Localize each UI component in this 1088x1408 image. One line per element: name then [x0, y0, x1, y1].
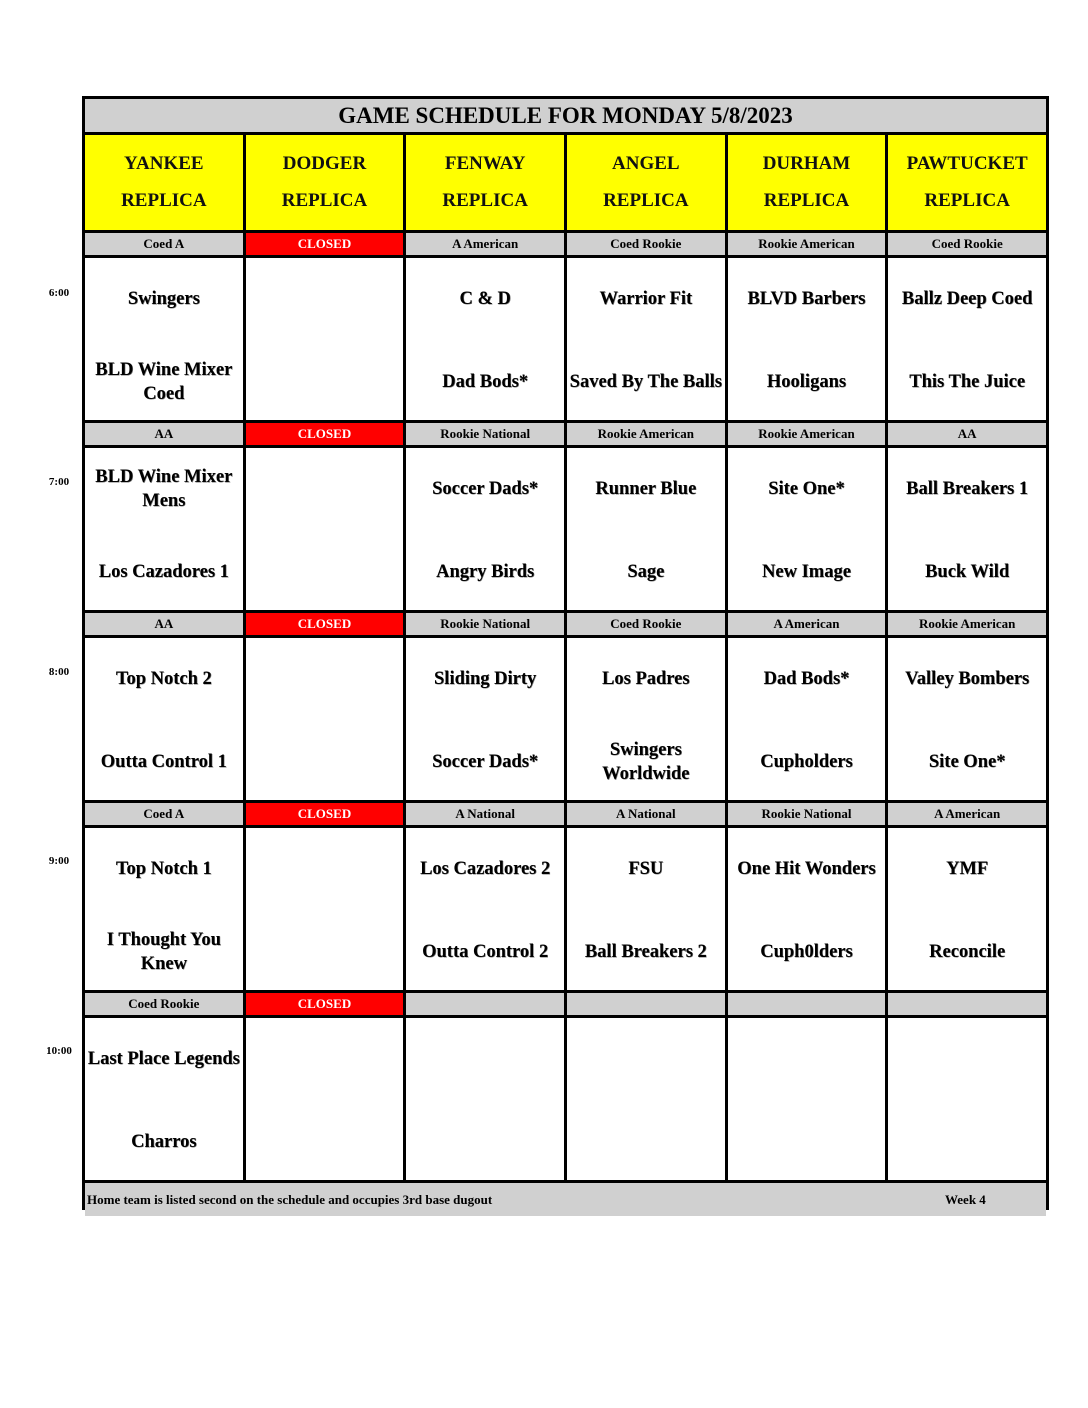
week-label: Week 4	[945, 1191, 986, 1207]
division-label: Rookie National	[728, 803, 886, 825]
home-team: Site One*	[928, 752, 1006, 772]
home-team: New Image	[762, 562, 851, 582]
game-cell	[406, 448, 564, 610]
game-cell	[567, 1018, 725, 1180]
division-label	[567, 993, 725, 1015]
away-team: Last Place Legends	[87, 1049, 240, 1069]
field-name: ANGEL	[612, 153, 680, 174]
field-name: DURHAM	[762, 153, 851, 174]
field-subtitle: REPLICA	[121, 190, 207, 211]
away-team: Dad Bods*	[763, 669, 850, 689]
game-cell	[85, 258, 243, 420]
away-team: BLD Wine Mixer Mens	[95, 467, 233, 511]
field-header	[567, 135, 725, 230]
away-team: One Hit Wonders	[737, 859, 876, 879]
time-column	[30, 0, 82, 1408]
field-name: FENWAY	[444, 153, 526, 174]
home-team: Saved By The Balls	[569, 372, 722, 392]
division-label	[406, 993, 564, 1015]
game-cell	[567, 258, 725, 420]
game-cell	[888, 638, 1046, 800]
field-header	[406, 135, 564, 230]
game-cell	[406, 638, 564, 800]
game-cell	[85, 448, 243, 610]
division-label: Coed Rookie	[85, 993, 243, 1015]
away-team: Swingers	[127, 289, 200, 309]
game-cell	[246, 448, 404, 610]
home-team: Charros	[131, 1132, 197, 1152]
schedule-title: GAME SCHEDULE FOR MONDAY 5/8/2023	[85, 99, 1046, 132]
division-label	[888, 993, 1046, 1015]
division-label: A American	[888, 803, 1046, 825]
home-team: Cupholders	[760, 752, 853, 772]
game-cell	[888, 1018, 1046, 1180]
division-label: Rookie National	[406, 613, 564, 635]
division-label: Coed Rookie	[567, 613, 725, 635]
closed-badge: CLOSED	[246, 993, 404, 1015]
division-label: AA	[85, 423, 243, 445]
home-team: Ball Breakers 2	[584, 942, 707, 962]
away-team: Valley Bombers	[905, 669, 1030, 689]
schedule-table	[82, 96, 1049, 1210]
division-label	[728, 993, 886, 1015]
home-team: Outta Control 1	[100, 752, 227, 772]
home-team: Angry Birds	[436, 562, 535, 582]
home-team: Sage	[627, 562, 665, 582]
field-subtitle: REPLICA	[281, 190, 368, 211]
field-name: DODGER	[282, 153, 367, 174]
home-team: Reconcile	[929, 942, 1006, 962]
game-cell	[406, 1018, 564, 1180]
schedule-footer	[85, 1183, 1046, 1216]
time-label-9pm: 9:00	[48, 855, 70, 867]
away-team: Site One*	[768, 479, 845, 499]
away-team: Runner Blue	[595, 479, 697, 499]
away-team: C & D	[459, 289, 511, 309]
time-label-10pm: 10:00	[46, 1045, 72, 1057]
home-team: Los Cazadores 1	[98, 562, 229, 582]
away-team: Warrior Fit	[599, 289, 693, 309]
away-team: YMF	[946, 859, 989, 879]
game-cell	[406, 828, 564, 990]
closed-badge: CLOSED	[246, 423, 404, 445]
game-cell	[728, 448, 886, 610]
home-team: This The Juice	[909, 372, 1026, 392]
field-name: PAWTUCKET	[906, 153, 1028, 174]
game-cell	[728, 258, 886, 420]
game-cell	[406, 258, 564, 420]
home-team: Buck Wild	[925, 562, 1010, 582]
game-cell	[567, 638, 725, 800]
game-cell	[85, 1018, 243, 1180]
game-cell	[246, 258, 404, 420]
game-cell	[85, 638, 243, 800]
home-team: I Thought You Knew	[106, 930, 221, 974]
division-label: AA	[888, 423, 1046, 445]
game-cell	[246, 828, 404, 990]
field-header	[888, 135, 1046, 230]
home-team: Dad Bods*	[442, 372, 529, 392]
game-cell	[246, 1018, 404, 1180]
division-label: A American	[406, 233, 564, 255]
division-label: Rookie American	[728, 233, 886, 255]
field-header	[246, 135, 404, 230]
time-label-7pm: 7:00	[48, 476, 70, 488]
game-cell	[567, 448, 725, 610]
home-team: BLD Wine Mixer Coed	[95, 360, 233, 404]
home-team: Soccer Dads*	[432, 752, 539, 772]
home-team: Swingers Worldwide	[602, 740, 690, 784]
away-team: Ballz Deep Coed	[901, 289, 1033, 309]
game-cell	[888, 258, 1046, 420]
field-name: YANKEE	[124, 153, 204, 174]
division-label: AA	[85, 613, 243, 635]
closed-badge: CLOSED	[246, 803, 404, 825]
away-team: Soccer Dads*	[432, 479, 539, 499]
away-team: BLVD Barbers	[747, 289, 866, 309]
game-cell	[728, 1018, 886, 1180]
division-label: A National	[567, 803, 725, 825]
game-cell	[567, 828, 725, 990]
division-label: Coed Rookie	[888, 233, 1046, 255]
game-cell	[888, 448, 1046, 610]
division-label: Coed A	[85, 803, 243, 825]
time-label-6pm: 6:00	[48, 287, 70, 299]
away-team: FSU	[628, 859, 664, 879]
division-label: Coed Rookie	[567, 233, 725, 255]
away-team: Los Padres	[602, 669, 690, 689]
away-team: Los Cazadores 2	[420, 859, 551, 879]
away-team: Sliding Dirty	[434, 669, 537, 689]
division-label: Rookie American	[728, 423, 886, 445]
field-subtitle: REPLICA	[603, 190, 689, 211]
division-label: Coed A	[85, 233, 243, 255]
division-label: Rookie National	[406, 423, 564, 445]
home-team: Outta Control 2	[422, 942, 549, 962]
time-label-8pm: 8:00	[48, 666, 70, 678]
field-header	[728, 135, 886, 230]
division-label: A American	[728, 613, 886, 635]
game-cell	[85, 828, 243, 990]
home-team: Hooligans	[766, 372, 847, 392]
closed-badge: CLOSED	[246, 613, 404, 635]
field-subtitle: REPLICA	[763, 190, 850, 211]
away-team: Top Notch 1	[115, 859, 212, 879]
game-cell	[888, 828, 1046, 990]
game-cell	[246, 638, 404, 800]
away-team: Ball Breakers 1	[906, 479, 1029, 499]
field-header	[85, 135, 243, 230]
home-team: Cuph0lders	[760, 942, 853, 962]
division-label: A National	[406, 803, 564, 825]
field-subtitle: REPLICA	[442, 190, 528, 211]
game-cell	[728, 828, 886, 990]
footer-note: Home team is listed second on the schedule and occupies 3rd base dugout	[87, 1191, 493, 1207]
away-team: Top Notch 2	[115, 669, 212, 689]
division-label: Rookie American	[888, 613, 1046, 635]
closed-badge: CLOSED	[246, 233, 404, 255]
game-cell	[728, 638, 886, 800]
division-label: Rookie American	[567, 423, 725, 445]
field-subtitle: REPLICA	[924, 190, 1010, 211]
